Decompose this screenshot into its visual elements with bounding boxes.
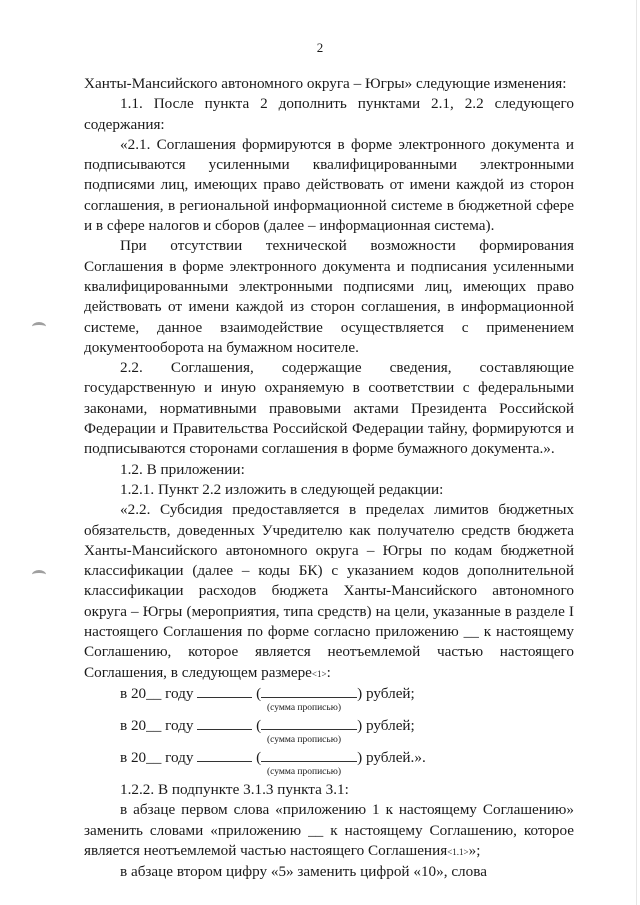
- amount-words-blank: [261, 684, 357, 698]
- document-body: [84, 74, 574, 882]
- amount-blank: [197, 716, 252, 730]
- paragraph-1-1: 1.1. После пункта 2 дополнить пунктами 2.1, 2.2 следующего содержания:: [84, 95, 574, 133]
- paragraph-1-2-1: 1.2.1. Пункт 2.2 изложить в следующей редакции:: [120, 480, 444, 498]
- paragraph-subsidy: «2.2. Субсидия предоставляется в пределах лимитов бюджетных обязательств, доведенных Учредителю как получателю средств бюджета Ханты-Мансийского автономного округа – Югры по кодам бюджетной классификации (далее – коды БК) с указанием кодов дополнительной классификации расходов бюджета Ханты-Мансийского автономного округа – Югры (мероприятия, типа средств) на цели, указанные в разделе I настоящего Соглашения по форме согласно приложению __ к настоящему Соглашению, которое является неотъемлемой частью настоящего Соглашения, в следующем размере<1>:: [84, 501, 574, 681]
- sum-caption: (сумма прописью): [267, 766, 341, 777]
- sum-line: в 20__ году ( ) рублей.».: [120, 748, 426, 766]
- paragraph-2-2-secret: 2.2. Соглашения, содержащие сведения, составляющие государственную и иную охраняемую в соответствии с федеральными законами, нормативными правовыми актами Президента Российской Федерации и Правительства Российской Федерации тайну, формируются и подписываются сторонами соглашения в форме бумажного документа.».: [84, 359, 574, 458]
- sum-caption: (сумма прописью): [267, 702, 341, 713]
- amount-words-blank: [261, 748, 357, 762]
- subsidy-text: «2.2. Субсидия предоставляется в пределах лимитов бюджетных обязательств, доведенных Учредителю как получателю средств бюджета Ханты-Мансийского автономного округа – Югры по кодам бюджетной классификации (далее – коды БК) с указанием кодов дополнительной классификации расходов бюджета Ханты-Мансийского автономного округа – Югры (мероприятия, типа средств) на цели, указанные в разделе I настоящего Соглашения по форме согласно приложению __ к настоящему Соглашению, которое является неотъемлемой частью настоящего Соглашения, в следующем размере: [84, 501, 574, 681]
- amount-words-blank: [261, 716, 357, 730]
- sum-line: в 20__ году ( ) рублей;: [120, 684, 415, 702]
- scan-hole-mark: [32, 570, 46, 579]
- amount-blank: [197, 684, 252, 698]
- page-number: 2: [316, 40, 324, 55]
- paragraph-1-2: 1.2. В приложении:: [120, 460, 245, 478]
- scan-hole-mark: [32, 322, 46, 331]
- paragraph-no-tech: При отсутствии технической возможности формирования Соглашения в форме электронного документа и подписания усиленными квалифицированными электронными подписями лиц, имеющих право действовать от имени каждой из сторон соглашения, в информационной системе, данное взаимодействие осуществляется с применением документооборота на бумажном носителе.: [84, 237, 574, 356]
- paragraph-abzac-1: в абзаце первом слова «приложению 1 к настоящему Соглашению» заменить словами «приложению __ к настоящему Соглашению, которое является неотъемлемой частью настоящего Соглашения<1.1>»;: [84, 801, 574, 859]
- scan-edge: [636, 0, 637, 905]
- sum-caption: (сумма прописью): [267, 734, 341, 745]
- footnote-ref: <1.1>: [447, 846, 469, 857]
- sum-line: в 20__ году ( ) рублей;: [120, 716, 415, 734]
- amount-blank: [197, 748, 252, 762]
- paragraph-2-1: «2.1. Соглашения формируются в форме электронного документа и подписываются усиленными квалифицированными электронными подписями лиц, имеющих право действовать от имени каждой из сторон соглашения, в региональной информационной системе в бюджетной сфере и в сфере налогов и сборов (далее – информационная система).: [84, 135, 574, 235]
- footnote-ref: <1>: [311, 668, 327, 679]
- paragraph-abzac-2: в абзаце втором цифру «5» заменить цифрой «10», слова: [120, 863, 487, 881]
- paragraph-1-2-2: 1.2.2. В подпункте 3.1.3 пункта 3.1:: [120, 780, 349, 798]
- paragraph-intro: Ханты-Мансийского автономного округа – Югры» следующие изменения:: [84, 75, 567, 92]
